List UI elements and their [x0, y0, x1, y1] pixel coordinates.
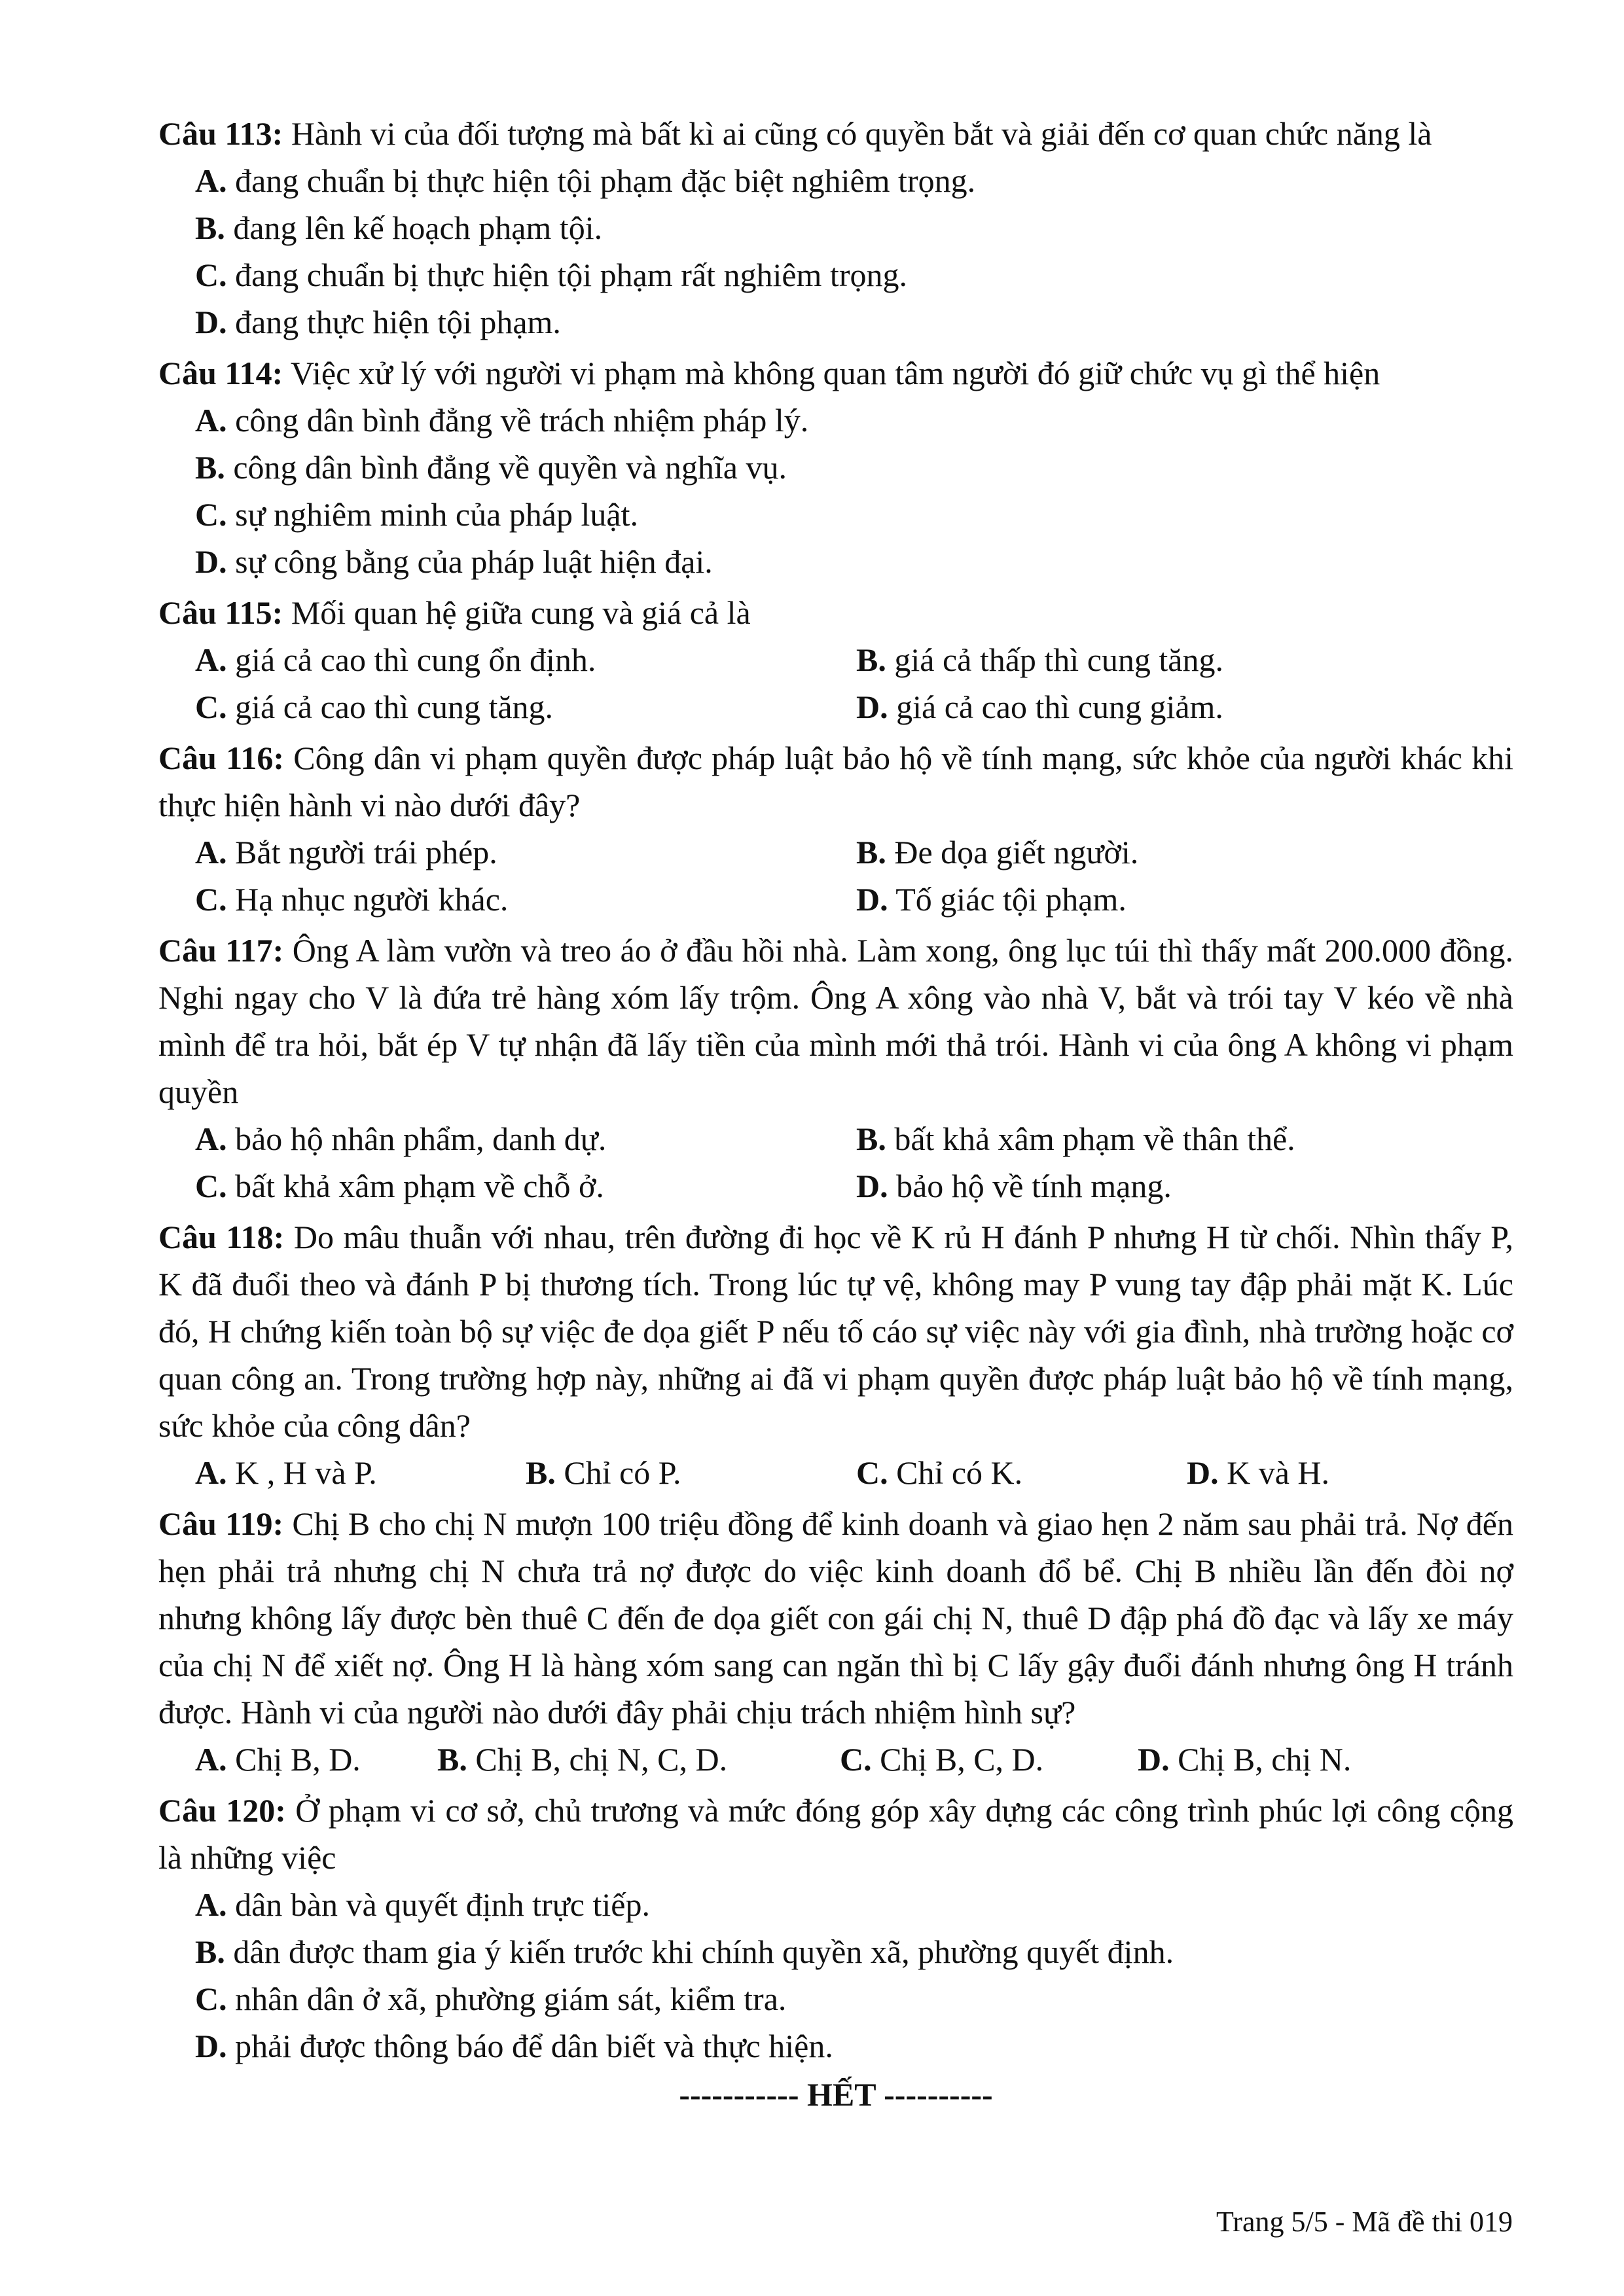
- question-stem: Câu 120: Ở phạm vi cơ sở, chủ trương và mức đóng góp xây dựng các công trình phúc lợi công cộng là những việc: [158, 1792, 1513, 1876]
- option-b: B. Chỉ có P.: [526, 1454, 681, 1491]
- question-stem: Câu 116: Công dân vi phạm quyền được pháp luật bảo hộ về tính mạng, sức khỏe của người khác khi thực hiện hành vi nào dưới đây?: [158, 740, 1513, 823]
- option-a: A. Bắt người trái phép.: [195, 834, 497, 870]
- question-stem: Câu 119: Chị B cho chị N mượn 100 triệu đồng để kinh doanh và giao hẹn 2 năm sau phải trả. Nợ đến hẹn phải trả nhưng chị N chưa trả nợ được do việc kinh doanh đổ bể. Chị B nhiều lần đến đòi nợ nhưng không lấy được bèn thuê C đến đe dọa giết con gái chị N, thuê D đập phá đồ đạc và lấy xe máy của chị N để xiết nợ. Ông H là hàng xóm sang can ngăn thì bị C lấy gậy đuổi đánh nhưng ông H tránh được. Hành vi của người nào dưới đây phải chịu trách nhiệm hình sự?: [158, 1505, 1514, 1731]
- option-b: B. dân được tham gia ý kiến trước khi chính quyền xã, phường quyết định.: [195, 1933, 1174, 1970]
- end-marker: ----------- HẾT ----------: [679, 2076, 993, 2113]
- option-c: C. nhân dân ở xã, phường giám sát, kiểm tra.: [195, 1981, 787, 2017]
- option-row: [158, 1736, 1513, 1783]
- question-117: [158, 927, 1513, 1210]
- page-footer: Trang 5/5 - Mã đề thi 019: [1216, 2206, 1513, 2238]
- option-d: D. giá cả cao thì cung giảm.: [856, 689, 1223, 725]
- option-a: A. Chị B, D.: [195, 1741, 361, 1778]
- option-a: A. dân bàn và quyết định trực tiếp.: [195, 1886, 650, 1923]
- option-d: D. đang thực hiện tội phạm.: [195, 304, 561, 340]
- option-c: C. Chị B, C, D.: [840, 1741, 1044, 1778]
- question-116: [158, 734, 1513, 923]
- option-row: [158, 1162, 1513, 1210]
- option-b: B. giá cả thấp thì cung tăng.: [856, 641, 1223, 678]
- option-b: B. Chị B, chị N, C, D.: [437, 1741, 728, 1778]
- question-stem: Câu 117: Ông A làm vườn và treo áo ở đầu hồi nhà. Làm xong, ông lục túi thì thấy mất 200.000 đồng. Nghi ngay cho V là đứa trẻ hàng xóm lấy trộm. Ông A xông vào nhà V, bắt và trói tay V kéo về nhà mình để tra hỏi, bắt ép V tự nhận đã lấy tiền của mình mới thả trói. Hành vi của ông A không vi phạm quyền: [158, 932, 1514, 1110]
- question-119: [158, 1500, 1513, 1783]
- option-d: D. K và H.: [1187, 1454, 1330, 1491]
- exam-content: [158, 110, 1513, 2118]
- option-a: A. K , H và P.: [195, 1454, 377, 1491]
- question-113: [158, 110, 1513, 346]
- option-a: A. công dân bình đẳng về trách nhiệm pháp lý.: [195, 402, 809, 439]
- option-d: D. sự công bằng của pháp luật hiện đại.: [195, 543, 713, 580]
- option-row: [158, 683, 1513, 730]
- question-stem: Câu 115: Mối quan hệ giữa cung và giá cả là: [158, 594, 751, 631]
- option-a: A. đang chuẩn bị thực hiện tội phạm đặc biệt nghiêm trọng.: [195, 162, 976, 199]
- option-b: B. Đe dọa giết người.: [856, 834, 1139, 870]
- question-stem: Câu 114: Việc xử lý với người vi phạm mà không quan tâm người đó giữ chức vụ gì thể hiện: [158, 355, 1380, 391]
- option-b: B. công dân bình đẳng về quyền và nghĩa vụ.: [195, 449, 787, 486]
- option-d: D. Tố giác tội phạm.: [856, 881, 1127, 918]
- option-d: D. Chị B, chị N.: [1138, 1741, 1352, 1778]
- question-115: [158, 589, 1513, 730]
- option-row: [158, 876, 1513, 923]
- question-stem: Câu 113: Hành vi của đối tượng mà bất kì ai cũng có quyền bắt và giải đến cơ quan chức năng là: [158, 115, 1432, 152]
- option-c: C. bất khả xâm phạm về chỗ ở.: [195, 1168, 604, 1204]
- option-a: A. bảo hộ nhân phẩm, danh dự.: [195, 1121, 607, 1157]
- option-b: B. đang lên kế hoạch phạm tội.: [195, 209, 603, 246]
- option-c: C. giá cả cao thì cung tăng.: [195, 689, 554, 725]
- option-b: B. bất khả xâm phạm về thân thể.: [856, 1121, 1295, 1157]
- option-d: D. bảo hộ về tính mạng.: [856, 1168, 1172, 1204]
- option-row: [158, 829, 1513, 876]
- question-118: [158, 1213, 1513, 1496]
- option-row: [158, 636, 1513, 683]
- question-stem: Câu 118: Do mâu thuẫn với nhau, trên đường đi học về K rủ H đánh P nhưng H từ chối. Nhìn thấy P, K đã đuổi theo và đánh P bị thương tích. Trong lúc tự vệ, không may P vung tay đập phải mặt K. Lúc đó, H chứng kiến toàn bộ sự việc đe dọa giết P nếu tố cáo sự việc này với gia đình, nhà trường hoặc cơ quan công an. Trong trường hợp này, những ai đã vi phạm quyền được pháp luật bảo hộ về tính mạng, sức khỏe của công dân?: [158, 1219, 1514, 1444]
- question-120: [158, 1787, 1513, 2070]
- option-row: [158, 1449, 1513, 1496]
- option-c: C. Hạ nhục người khác.: [195, 881, 509, 918]
- question-114: [158, 350, 1513, 585]
- option-c: C. Chỉ có K.: [856, 1454, 1023, 1491]
- option-c: C. sự nghiêm minh của pháp luật.: [195, 496, 638, 533]
- option-d: D. phải được thông báo để dân biết và thực hiện.: [195, 2028, 833, 2064]
- option-c: C. đang chuẩn bị thực hiện tội phạm rất nghiêm trọng.: [195, 257, 907, 293]
- option-a: A. giá cả cao thì cung ổn định.: [195, 641, 596, 678]
- option-row: [158, 1115, 1513, 1162]
